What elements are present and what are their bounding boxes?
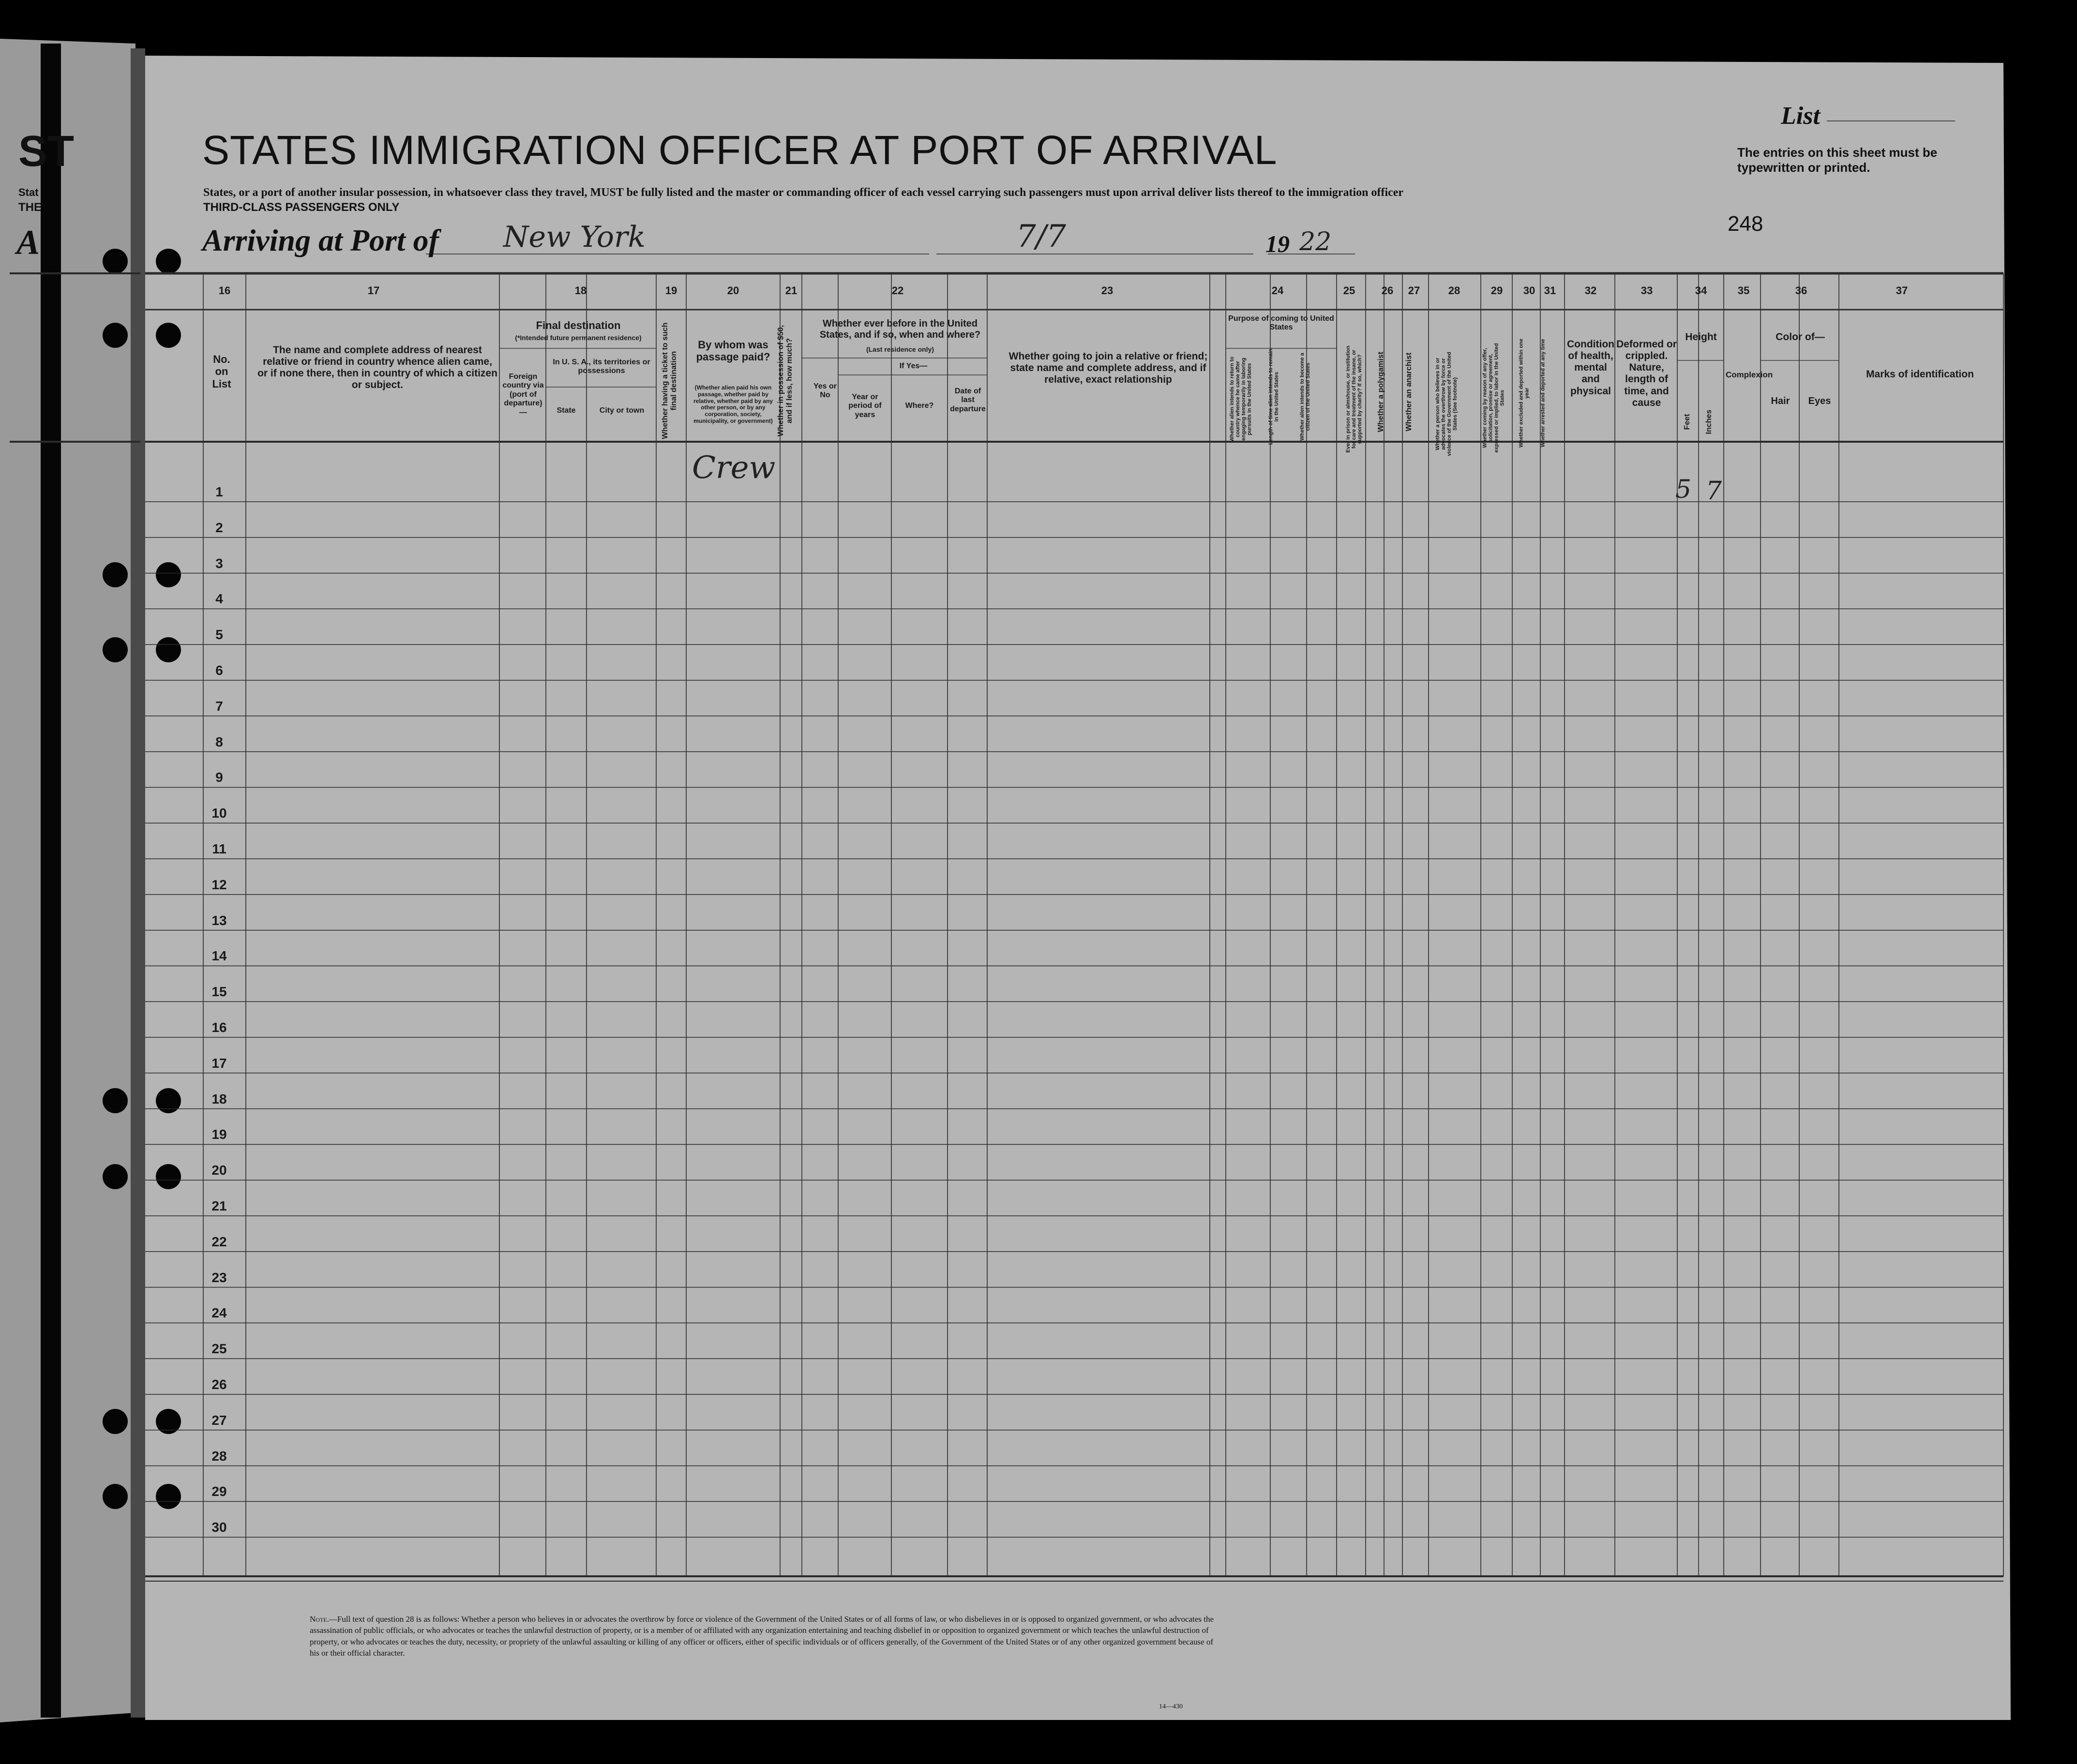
header-health: Condition of health, mental and physical <box>1567 339 1614 397</box>
column-number: 34 <box>1695 284 1707 297</box>
entry-row1-height-feet: 5 <box>1675 475 1692 504</box>
header-deformed: Deformed or crippled. Nature, length of time, and cause <box>1616 339 1677 408</box>
header-eyes: Eyes <box>1808 396 1831 406</box>
header-date-departure: Date of last departure <box>950 387 986 413</box>
header-last-residence: (Last residence only) <box>866 345 934 353</box>
column-number: 26 <box>1381 284 1394 297</box>
row-number: 23 <box>211 1270 227 1285</box>
header-overthrow: Whether a person who believes in or advocates the overthrow by force or violence of the Government of the United States (See footnote) <box>1435 352 1459 456</box>
header-purpose: Purpose of coming to United States <box>1228 314 1334 332</box>
entry-row1-passage-paid: Crew <box>692 450 776 486</box>
page-subtitle: States, or a port of another insular possession, in whatsoever class they travel, MUST be fully listed and the master or commanding officer of each vessel carrying such passengers must upon arrival deliver lists thereof to the immigration officer <box>203 186 1404 199</box>
row-number: 1 <box>215 484 223 499</box>
row-number: 29 <box>211 1484 227 1499</box>
column-number: 27 <box>1408 284 1420 297</box>
row-number: 28 <box>211 1448 227 1464</box>
row-number: 27 <box>211 1412 227 1428</box>
row-number: 8 <box>215 734 223 749</box>
column-number: 24 <box>1271 284 1284 297</box>
header-purpose-return: Whether alien intends to return to country whence he came after engaging temporarily in laboring pursuits in the United States <box>1229 357 1253 442</box>
header-year-period: Year or period of years <box>848 393 882 419</box>
header-passage-paid-note: (Whether alien paid his own passage, whether paid by relative, whether paid by any other person, or by any corporation, society, municipality, or government) <box>693 384 773 424</box>
column-number: 36 <box>1795 284 1807 297</box>
column-number: 19 <box>665 284 677 297</box>
row-number: 18 <box>211 1091 227 1106</box>
header-color-of: Color of— <box>1776 331 1825 343</box>
entry-row1-height-inches: 7 <box>1706 477 1722 506</box>
header-yes-no: Yes or No <box>813 382 837 400</box>
left-page-fragment: A <box>16 223 40 262</box>
header-in-usa: In U. S. A., its territories or possessions <box>553 358 650 375</box>
page-title: STATES IMMIGRATION OFFICER AT PORT OF ARRIVAL <box>202 127 1278 173</box>
column-number: 17 <box>367 284 380 297</box>
header-marks: Marks of identification <box>1866 369 1974 380</box>
header-no-on-list: No. on List <box>212 353 231 390</box>
column-number: 20 <box>727 284 739 297</box>
column-number: 21 <box>785 284 798 297</box>
column-number: 32 <box>1584 284 1597 297</box>
column-number: 35 <box>1737 284 1750 297</box>
header-hair: Hair <box>1771 396 1790 406</box>
arriving-date: 7/7 <box>1016 219 1066 254</box>
row-number: 21 <box>211 1198 227 1213</box>
row-number: 25 <box>211 1341 227 1357</box>
row-number: 16 <box>211 1020 227 1035</box>
sheet-number: 248 <box>1728 212 1763 236</box>
header-fifty-dollars: Whether in possession of $50, and if less, how much? <box>777 325 794 437</box>
column-number: 37 <box>1896 284 1908 297</box>
header-labor-offer: Whether coming by reason of any offer, solicitation, promise or agreement, expressed or implied, to labor in the United States <box>1482 343 1505 453</box>
row-number: 22 <box>211 1234 227 1249</box>
header-anarchist: Whether an anarchist <box>1405 352 1413 432</box>
column-number: 30 <box>1523 284 1535 297</box>
row-number: 5 <box>215 627 223 643</box>
header-ticket: Whether having a ticket to such final destination <box>661 322 678 439</box>
column-number: 16 <box>218 284 231 297</box>
header-polygamist: Whether a polygamist <box>1377 351 1385 433</box>
header-purpose-citizen: Whether alien intends to become a citizen of the United States <box>1299 353 1311 441</box>
left-page-fragment: ST <box>18 127 75 176</box>
class-line: THIRD-CLASS PASSENGERS ONLY <box>203 201 400 214</box>
header-final-destination-note: (*Intended future permanent residence) <box>515 334 642 342</box>
arriving-label: Arriving at Port of <box>202 223 439 257</box>
header-complexion: Complexion <box>1726 370 1773 379</box>
row-number: 24 <box>211 1305 227 1321</box>
header-arrested: Whether arrested and deported at any time <box>1540 339 1546 448</box>
row-number: 14 <box>211 948 227 964</box>
row-number: 4 <box>215 591 223 607</box>
row-number: 26 <box>211 1377 227 1392</box>
header-prison: Ever in prison or almshouse, or institution for care and treatment of the insane, or supported by charity? If so, which? <box>1345 345 1363 453</box>
header-if-yes: If Yes— <box>899 362 928 370</box>
row-number: 10 <box>211 806 227 821</box>
arriving-port: New York <box>503 220 646 254</box>
row-number: 15 <box>211 984 227 1000</box>
entries-note: The entries on this sheet must be typewritten or printed. <box>1737 145 1938 175</box>
row-number: 11 <box>212 841 226 856</box>
header-foreign-country: Foreign country via (port of departure)— <box>502 373 544 417</box>
year-prefix: 19 <box>1265 230 1290 257</box>
row-number: 12 <box>211 877 227 892</box>
year-suffix: 22 <box>1299 227 1332 256</box>
column-number: 23 <box>1101 284 1114 297</box>
footnote <box>310 1614 1219 1659</box>
header-nearest-relative: The name and complete address of nearest relative or friend in country whence alien came, or if none there, then in country of which a citizen or subject. <box>257 344 497 391</box>
header-purpose-length: Length of time alien intends to remain in the United States <box>1268 348 1280 445</box>
row-number: 19 <box>211 1127 227 1142</box>
header-ever-before-us: Whether ever before in the United States, and if so, when and where? <box>819 318 981 340</box>
header-final-destination: Final destination <box>536 319 621 331</box>
row-number: 20 <box>211 1163 227 1178</box>
header-join-relative: Whether going to join a relative or friend; state name and complete address, and if relative, exact relationship <box>1008 351 1208 386</box>
header-inches: Inches <box>1705 409 1713 434</box>
row-number: 7 <box>215 698 223 714</box>
header-state: State <box>557 406 576 415</box>
column-number: 33 <box>1641 284 1653 297</box>
column-number: 31 <box>1544 284 1556 297</box>
row-number: 17 <box>211 1055 227 1071</box>
column-number: 22 <box>891 284 904 297</box>
row-number: 3 <box>215 555 223 571</box>
column-number: 28 <box>1448 284 1460 297</box>
header-height: Height <box>1685 331 1717 343</box>
footnote-text: —Full text of question 28 is as follows: Whether a person who believes in or advocates the overthrow by force or violence of the Government of the United States or of all forms of law, or who disbelieves in or is opposed to organized government, or who advocates the assassination of public officials, or who advocates or teaches the unlawful destruction of property, or is a member of or affiliated with any organization entertaining and teaching disbelief in or opposition to organized government or which teaches the unlawful destruction of property, or who advocates or teaches the duty, necessity, or propriety of the unlawful assaulting or killing of any officer or officers, either of specific individuals or of officers generally, of the Government of the United States or of any other organized government because of his or their official character. <box>310 1615 1214 1658</box>
row-number: 13 <box>211 912 227 928</box>
footnote-label: Note. <box>310 1615 329 1624</box>
left-page-fragment: Stat <box>18 186 39 198</box>
row-number: 2 <box>215 520 223 535</box>
row-number: 6 <box>215 663 223 678</box>
header-where: Where? <box>905 402 934 410</box>
header-passage-paid: By whom was passage paid? <box>696 339 770 363</box>
header-feet: Feet <box>1683 414 1691 430</box>
column-number: 25 <box>1343 284 1355 297</box>
row-number: 30 <box>211 1520 227 1535</box>
header-excluded: Whether excluded and deported within one year <box>1518 339 1530 448</box>
column-number: 29 <box>1490 284 1503 297</box>
list-label: List <box>1781 102 1820 130</box>
column-number: 18 <box>574 284 587 297</box>
row-number: 9 <box>215 770 223 785</box>
header-city: City or town <box>599 406 645 415</box>
form-code: 14—430 <box>1159 1703 1183 1710</box>
left-page-fragment: THE <box>18 201 42 214</box>
